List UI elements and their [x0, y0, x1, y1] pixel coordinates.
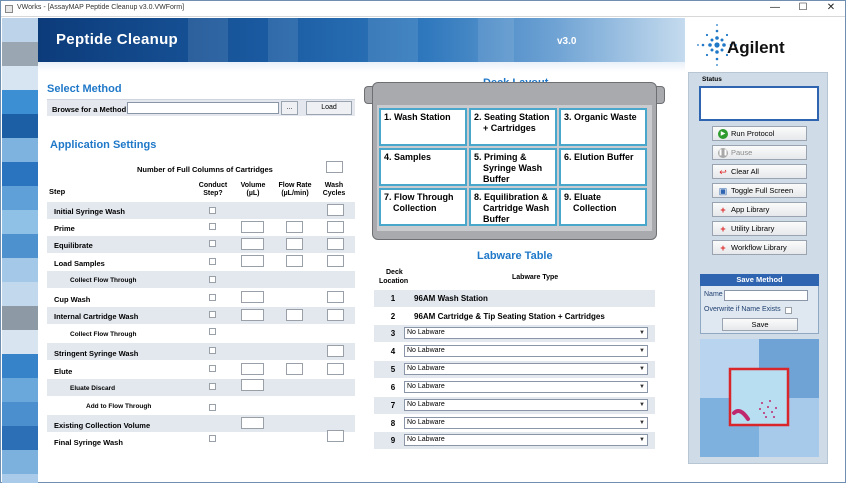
chevron-down-icon: ▼ [639, 330, 645, 336]
deck-slot-9[interactable]: 9. Eluate Collection [559, 188, 647, 226]
labware-row: 5 No Labware ▼ [374, 361, 655, 378]
minimize-button[interactable]: — [770, 2, 780, 13]
volume-input[interactable] [241, 379, 264, 391]
wash-cycles-input[interactable] [327, 204, 344, 216]
step-label: Load Samples [54, 259, 105, 268]
close-button[interactable]: ✕ [826, 2, 836, 13]
workflow-library-button[interactable]: + Workflow Library [712, 240, 807, 255]
volume-input[interactable] [241, 238, 264, 250]
step-row [47, 236, 355, 253]
step-row [47, 289, 355, 306]
flow-rate-input[interactable] [286, 363, 303, 375]
pause-button[interactable]: ❚❚ Pause [712, 145, 807, 160]
col-conduct: Conduct Step? [198, 182, 228, 197]
app-icon [5, 5, 13, 13]
chevron-down-icon: ▼ [639, 348, 645, 354]
volume-input[interactable] [241, 309, 264, 321]
labware-select[interactable]: No Labware ▼ [404, 363, 648, 375]
maximize-button[interactable]: ☐ [798, 2, 808, 13]
chevron-down-icon: ▼ [639, 437, 645, 443]
volume-input[interactable] [241, 255, 264, 267]
step-label: Stringent Syringe Wash [54, 349, 139, 358]
conduct-checkbox[interactable] [209, 240, 216, 247]
labware-row: 2 96AM Cartridge & Tip Seating Station + Cartridges [390, 312, 605, 321]
overwrite-checkbox[interactable] [785, 307, 792, 314]
full-columns-label: Number of Full Columns of Cartridges [137, 165, 273, 174]
method-path-input[interactable] [127, 102, 279, 114]
step-label: Initial Syringe Wash [54, 207, 125, 216]
screen-icon: ▣ [718, 186, 728, 196]
step-label: Elute [54, 367, 73, 376]
deck-slot-6[interactable]: 6. Elution Buffer [559, 148, 647, 186]
select-method-title: Select Method [47, 83, 122, 95]
col-flow-rate: Flow Rate (µL/min) [278, 182, 312, 197]
conduct-checkbox[interactable] [209, 383, 216, 390]
decorative-mosaic [2, 18, 38, 483]
step-label: Collect Flow Through [70, 277, 137, 284]
labware-table-title: Labware Table [477, 250, 553, 262]
conduct-checkbox[interactable] [209, 328, 216, 335]
conduct-checkbox[interactable] [209, 404, 216, 411]
deck-slot-1[interactable]: 1. Wash Station [379, 108, 467, 146]
save-button[interactable]: Save [722, 318, 798, 331]
overwrite-label: Overwrite if Name Exists [704, 306, 781, 313]
browse-button[interactable]: ... [281, 101, 298, 115]
conduct-checkbox[interactable] [209, 311, 216, 318]
flow-rate-input[interactable] [286, 221, 303, 233]
volume-input[interactable] [241, 417, 264, 429]
method-name-input[interactable] [724, 290, 808, 301]
load-button[interactable]: Load [306, 101, 352, 115]
pause-icon: ❚❚ [718, 150, 729, 156]
conduct-checkbox[interactable] [209, 223, 216, 230]
col-deck: Deck [386, 269, 403, 276]
conduct-checkbox[interactable] [209, 276, 216, 283]
labware-row: 7 No Labware ▼ [374, 397, 655, 414]
plus-icon: + [720, 205, 726, 215]
cartridge-illustration-icon [700, 339, 819, 457]
col-step: Step [49, 187, 66, 196]
utility-library-button[interactable]: + Utility Library [712, 221, 807, 236]
wash-cycles-input[interactable] [327, 238, 344, 250]
conduct-checkbox[interactable] [209, 258, 216, 265]
conduct-checkbox[interactable] [209, 294, 216, 301]
volume-input[interactable] [241, 291, 264, 303]
status-display [699, 86, 819, 121]
labware-select[interactable]: No Labware ▼ [404, 345, 648, 357]
labware-select[interactable]: No Labware ▼ [404, 399, 648, 411]
deck-slot-2[interactable]: 2. Seating Station + Cartridges [469, 108, 557, 146]
labware-row: 9 No Labware ▼ [374, 432, 655, 449]
step-label: Prime [54, 224, 75, 233]
labware-select[interactable]: No Labware ▼ [404, 381, 648, 393]
step-label: Internal Cartridge Wash [54, 312, 139, 321]
deck-slot-5[interactable]: 5. Priming & Syringe Wash Buffer [469, 148, 557, 186]
flow-rate-input[interactable] [286, 255, 303, 267]
flow-rate-input[interactable] [286, 309, 303, 321]
plus-icon: + [720, 224, 726, 234]
wash-cycles-input[interactable] [327, 345, 344, 357]
volume-input[interactable] [241, 363, 264, 375]
chevron-down-icon: ▼ [639, 420, 645, 426]
chevron-down-icon: ▼ [639, 402, 645, 408]
labware-row: 6 No Labware ▼ [374, 379, 655, 396]
full-columns-input[interactable] [326, 161, 343, 173]
col-wash-cycles: Wash Cycles [322, 182, 346, 197]
col-location: Location [379, 278, 409, 285]
wash-cycles-input[interactable] [327, 309, 344, 321]
labware-row: 4 No Labware ▼ [374, 343, 655, 360]
conduct-checkbox[interactable] [209, 347, 216, 354]
step-label: Final Syringe Wash [54, 438, 123, 447]
title-bar [1, 1, 845, 17]
labware-row: 1 96AM Wash Station [374, 290, 655, 307]
col-volume: Volume (µL) [240, 182, 266, 197]
undo-icon: ↩ [719, 167, 727, 177]
step-label: Eluate Discard [70, 385, 116, 392]
volume-input[interactable] [241, 221, 264, 233]
deck-slot-3[interactable]: 3. Organic Waste [559, 108, 647, 146]
banner-version: v3.0 [557, 36, 577, 47]
deck-slot-4[interactable]: 4. Samples [379, 148, 467, 186]
agilent-logo-text: Agilent [727, 38, 785, 57]
step-label: Collect Flow Through [70, 331, 137, 338]
name-label: Name [704, 291, 723, 298]
save-method-title: Save Method [700, 274, 819, 286]
run-protocol-button[interactable]: ▶ Run Protocol [712, 126, 807, 141]
labware-row: 8 No Labware ▼ [374, 415, 655, 432]
deck-slot-7[interactable]: 7. Flow Through Collection [379, 188, 467, 226]
banner-title: Peptide Cleanup [56, 31, 179, 48]
wash-cycles-input[interactable] [327, 255, 344, 267]
app-library-button[interactable]: + App Library [712, 202, 807, 217]
step-row [47, 219, 355, 236]
play-icon: ▶ [718, 129, 728, 139]
wash-cycles-input[interactable] [327, 291, 344, 303]
conduct-checkbox[interactable] [209, 207, 216, 214]
browse-label: Browse for a Method [52, 105, 127, 114]
step-label: Add to Flow Through [86, 403, 152, 410]
toggle-full-screen-button[interactable]: ▣ Toggle Full Screen [712, 183, 807, 198]
labware-select[interactable]: No Labware ▼ [404, 417, 648, 429]
labware-select[interactable]: No Labware ▼ [404, 327, 648, 339]
plus-icon: + [720, 243, 726, 253]
step-row [47, 361, 355, 378]
application-settings-title: Application Settings [50, 139, 157, 151]
conduct-checkbox[interactable] [209, 365, 216, 372]
col-labware-type: Labware Type [512, 274, 559, 281]
chevron-down-icon: ▼ [639, 384, 645, 390]
deck-slot-8[interactable]: 8. Equilibration & Cartridge Wash Buffer [469, 188, 557, 226]
step-label: Existing Collection Volume [54, 421, 151, 430]
wash-cycles-input[interactable] [327, 363, 344, 375]
chevron-down-icon: ▼ [639, 366, 645, 372]
status-label: Status [702, 76, 722, 83]
labware-select[interactable]: No Labware ▼ [404, 434, 648, 446]
wash-cycles-input[interactable] [327, 221, 344, 233]
conduct-checkbox[interactable] [209, 435, 216, 442]
labware-row: 3 No Labware ▼ [374, 325, 655, 342]
step-label: Cup Wash [54, 295, 91, 304]
flow-rate-input[interactable] [286, 238, 303, 250]
window-title: VWorks - [AssayMAP Peptide Cleanup v3.0.VWForm] [17, 4, 185, 11]
step-label: Equilibrate [54, 241, 93, 250]
wash-cycles-input[interactable] [327, 430, 344, 442]
header-banner [38, 18, 685, 62]
clear-all-button[interactable]: ↩ Clear All [712, 164, 807, 179]
